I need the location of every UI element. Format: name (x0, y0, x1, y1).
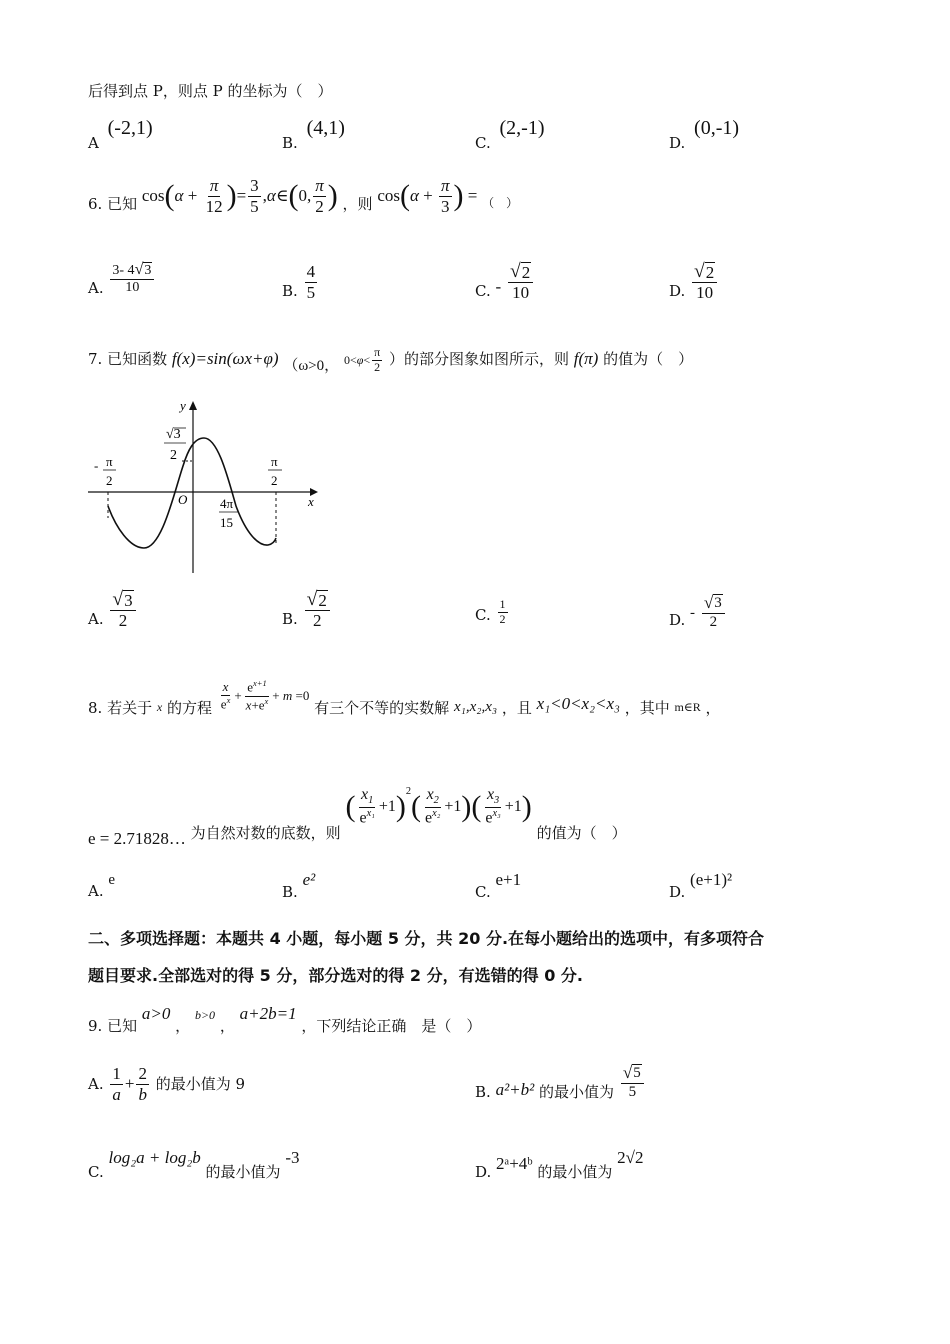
q9-prefix: 9. 已知 (88, 1017, 138, 1035)
q9-c-text: 的最小值为 (205, 1163, 281, 1181)
svg-text:2: 2 (170, 448, 177, 463)
q9-stem: 9. 已知 a>0 ， b>0 ， a+2b=1 ，下列结论正确 是（ ） (88, 1004, 482, 1035)
option-label: A. (88, 1075, 104, 1093)
sine-curve (108, 438, 276, 548)
q8-sol: 有三个不等的实数解 (314, 699, 450, 717)
q9-a-expr: $\frac{1}{a}$ + $\frac{2}{b}$ (112, 1064, 147, 1104)
q9-option-b (475, 1064, 646, 1102)
q6-d-value: √ 2 10 (692, 262, 717, 302)
svg-text:2: 2 (106, 473, 113, 488)
q9-d-value: 2√2 (617, 1148, 644, 1167)
q8-option-c (475, 870, 522, 901)
q9-b-expr: a²+b² (495, 1079, 535, 1099)
q8-product-expr: ( $\frac{x_1}{e^{x_1}}$ +1 ) $^2$ ( $\frac{x_2}{e^{x_2}}$ +1 ) ( $\frac{x_3}{e^{x_3}}$ +1 ) (345, 786, 532, 827)
q7-fpi: f(π) (573, 349, 599, 369)
q9-cond-sum: a+2b=1 (239, 1004, 297, 1023)
q7-d-value: √ 3 2 (702, 594, 725, 632)
x-label: x (308, 494, 314, 509)
option-label: D. (669, 883, 686, 901)
q7-c-value: $\frac{1}{2}$ (499, 597, 506, 626)
q8-option-b (282, 870, 316, 901)
q7-option-b (282, 590, 332, 630)
q8-b-value: e² (302, 870, 316, 889)
option-label: C. (475, 606, 491, 625)
q9-a-text: 的最小值为 9 (155, 1075, 246, 1093)
option-label: C. (475, 134, 491, 152)
option-label: B. (282, 282, 298, 301)
q5-option-a (88, 116, 153, 152)
svg-text:π: π (271, 454, 278, 469)
q7-b-value: √ 2 2 (305, 590, 330, 630)
q9-d-expr: 2ᵃ+4ᵇ (496, 1154, 533, 1173)
q8-prefix: 8. 若关于 (88, 699, 153, 717)
option-value: (-2,1) (107, 117, 153, 139)
svg-text:4π: 4π (220, 496, 234, 511)
q9-tail: ，下列结论正确 是（ ） (301, 1017, 482, 1035)
q6-prefix: 6. 已知 (88, 194, 138, 213)
option-value: (0,-1) (694, 117, 740, 139)
option-label: A. (88, 279, 104, 298)
q9-option-d (475, 1148, 644, 1181)
q6-option-a (88, 262, 156, 296)
q6-a-value: 3- 4 √ 3 10 (110, 262, 154, 296)
q9-b-text: 的最小值为 (539, 1082, 615, 1101)
q6-then: ，则 (342, 194, 373, 213)
q8-comma: ， (705, 699, 721, 717)
q9-c-value: -3 (285, 1148, 300, 1167)
q6-stem (88, 176, 518, 216)
q7-option-a (88, 590, 138, 630)
svg-text:15: 15 (220, 515, 233, 530)
q8-order: x₁<0<x₂<x₃ (536, 694, 620, 713)
q8-c-value: e+1 (495, 870, 522, 889)
q6-option-b (282, 262, 319, 302)
option-label: D. (669, 282, 686, 301)
q9-cond-b: b>0 (194, 1008, 216, 1022)
q8-a-value: e (108, 872, 116, 888)
q8-stem-line1 (88, 676, 721, 717)
q7-prefix: 7. 已知函数 (88, 350, 168, 369)
option-label: C. (475, 883, 491, 901)
q5-stem: 后得到点 P，则点 P 的坐标为（ ） (88, 82, 333, 100)
q8-stem-line2 (88, 786, 627, 848)
option-label: C. (475, 282, 491, 301)
q6-given-formula: cos ( α + $\frac{\pi}{12}$ ) = $\frac{3}{5}$ , α ∈ ( 0, $\frac{\pi}{2}$ ) (141, 176, 338, 216)
option-label: D. (669, 610, 686, 629)
q7-stem (88, 346, 693, 375)
q9-d-text: 的最小值为 (537, 1163, 613, 1181)
q6-c-value: √ 2 10 (508, 262, 533, 302)
q7-option-c (475, 598, 510, 627)
q9-option-a (88, 1064, 245, 1104)
option-label: B. (475, 1082, 491, 1101)
q7-mid: ）的部分图象如图所示，则 (388, 350, 569, 369)
q8-where: ，其中 (624, 699, 670, 717)
option-label: A. (88, 610, 104, 629)
q9-option-c (88, 1148, 300, 1181)
q8-var: x (156, 700, 163, 714)
option-label: D. (669, 134, 686, 152)
q8-d-value: (e+1)² (690, 870, 733, 889)
q6-b-value: $\frac{4}{5}$ (306, 262, 316, 302)
option-value: (4,1) (306, 117, 345, 139)
q8-equation: $\frac{x}{e^x}$ + $\frac{e^{x+1}}{x+e^x}$ + m =0 (220, 678, 310, 712)
q8-eq-label: 的方程 (166, 699, 212, 717)
option-label: B. (282, 883, 298, 901)
svg-text:-: - (94, 458, 99, 473)
option-label: B. (282, 134, 298, 152)
q6-option-d (669, 262, 719, 302)
q7-a-value: √ 3 2 (110, 590, 135, 630)
section2-heading-line2: 题目要求.全部选对的得 5 分，部分选对的得 2 分，有选错的得 0 分. (88, 966, 583, 985)
option-label: B. (282, 610, 298, 629)
svg-text:π: π (106, 454, 113, 469)
y-label: y (180, 398, 186, 413)
section2-heading-line1: 二、多项选择题：本题共 4 小题，每小题 5 分，共 20 分.在每小题给出的选项中，有多项符合 (88, 929, 765, 948)
q9-cond-a: a>0 (141, 1004, 171, 1023)
q9-b-value: √ 5 5 (621, 1064, 644, 1102)
q8-option-a (88, 870, 116, 900)
q8-line2: 为自然对数的底数，则 (190, 823, 341, 842)
q6-ask-formula: cos ( α + $\frac{\pi}{3}$ ) = (377, 176, 478, 216)
sine-graph (86, 398, 326, 578)
svg-text:2: 2 (271, 473, 278, 488)
q7-func: f(x)=sin(ωx+φ) (171, 349, 279, 369)
option-label: A (88, 134, 99, 152)
option-label: C. (88, 1163, 104, 1181)
q6-option-c: C. - √ 2 10 (475, 262, 535, 302)
q8-and: ，且 (501, 699, 532, 717)
q8-tail: 的值为（ ） (536, 823, 627, 842)
origin-label: O (178, 492, 188, 507)
q7-option-d: D. - √ 3 2 (669, 594, 727, 632)
q5-option-d (669, 116, 740, 152)
x-tick-neg-pi-over-2 (94, 454, 116, 488)
q8-e-value: e = 2.71828… (88, 828, 186, 848)
option-value: (2,-1) (499, 117, 545, 139)
q7-cond1: （ω>0， (283, 358, 340, 375)
q9-c-expr: log₂a + log₂b (108, 1148, 201, 1167)
svg-text:√3: √3 (166, 427, 181, 442)
option-label: D. (475, 1163, 492, 1181)
q7-cond2: 0< φ < $\frac{\pi}{2}$ (343, 345, 381, 374)
q7-tail: 的值为（ ） (603, 350, 694, 369)
y-axis-arrow (189, 401, 197, 410)
q8-roots: x₁,x₂,x₃ (453, 699, 498, 715)
y-tick-sqrt3-over-2 (164, 427, 186, 463)
option-label: A. (88, 882, 104, 900)
q6-paren: （ ） (482, 195, 519, 210)
q8-mr: m∈R (674, 700, 701, 714)
q5-option-c (475, 116, 545, 152)
q5-option-b (282, 116, 345, 152)
x-tick-pi-over-2 (268, 454, 282, 488)
q8-option-d (669, 870, 733, 901)
